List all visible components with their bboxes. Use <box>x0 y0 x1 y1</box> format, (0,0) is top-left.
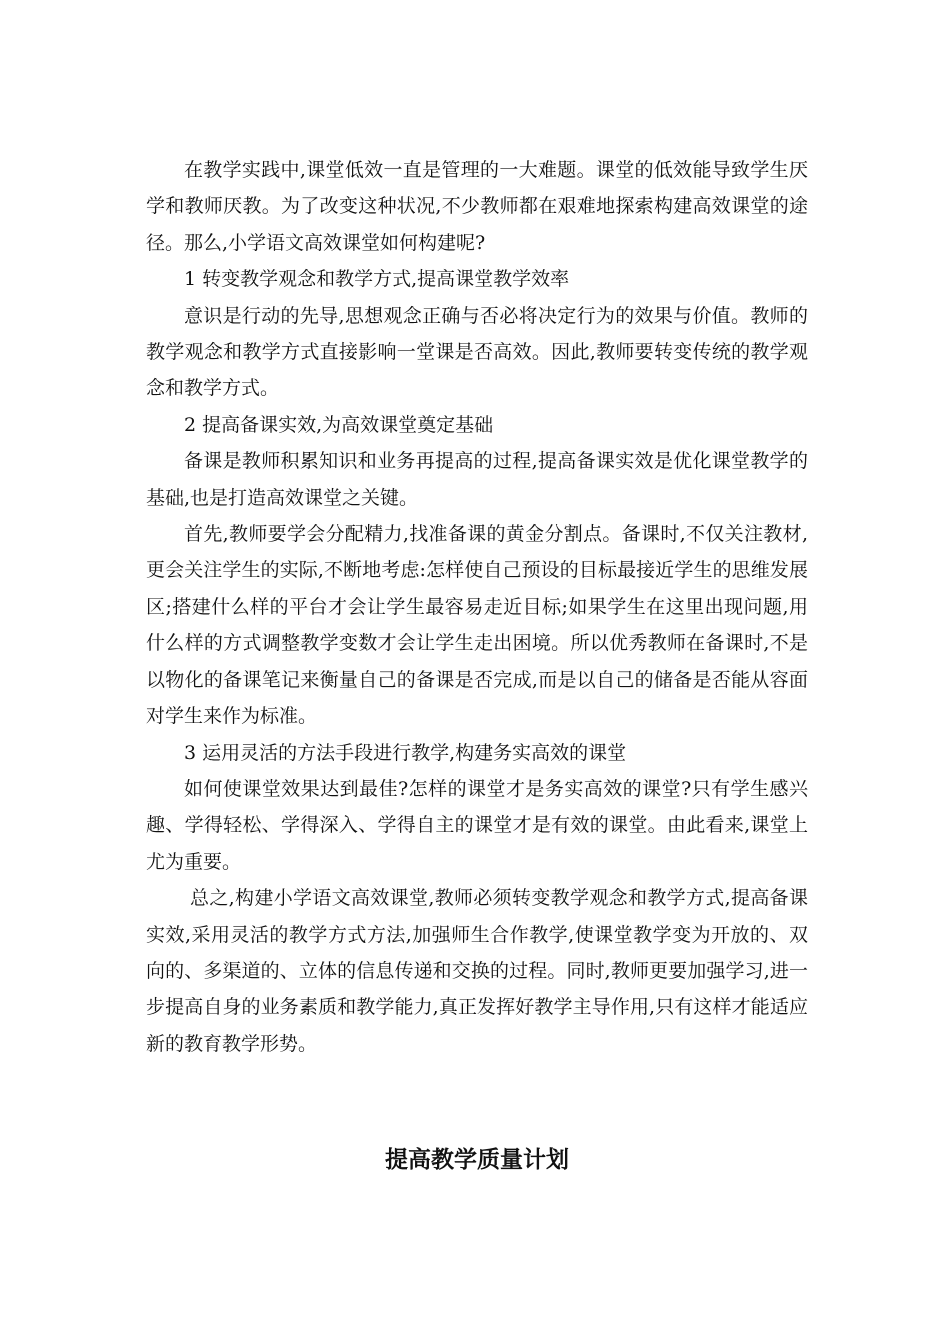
section-2-paragraph-1: 备课是教师积累知识和业务再提高的过程,提高备课实效是优化课堂教学的基础,也是打造高效课堂之关键。 <box>146 450 808 509</box>
section-heading-3: 3 运用灵活的方法手段进行教学,构建务实高效的课堂 <box>184 741 627 764</box>
next-document-title: 提高教学质量计划 <box>385 1147 569 1173</box>
intro-paragraph: 在教学实践中,课堂低效一直是管理的一大难题。课堂的低效能导致学生厌学和教师厌教。为了改变这种状况,不少教师都在艰难地探索构建高效课堂的途径。那么,小学语文高效课堂如何构建呢? <box>146 159 808 254</box>
section-heading-2: 2 提高备课实效,为高效课堂奠定基础 <box>184 413 494 436</box>
section-1-paragraph: 意识是行动的先导,思想观念正确与否必将决定行为的效果与价值。教师的教学观念和教学方式直接影响一堂课是否高效。因此,教师要转变传统的教学观念和教学方式。 <box>146 304 808 400</box>
conclusion-paragraph: 总之,构建小学语文高效课堂,教师必须转变教学观念和教学方式,提高备课实效,采用灵活的教学方式方法,加强师生合作教学,使课堂教学变为开放的、双向的、多渠道的、立体的信息传递和交换的过程。同时,教师更要加强学习,进一步提高自身的业务素质和教学能力,真正发挥好教学主导作用,只有这样才能适应新的教育教学形势。 <box>146 887 808 1055</box>
section-3-paragraph: 如何使课堂效果达到最佳?怎样的课堂才是务实高效的课堂?只有学生感兴趣、学得轻松、学得深入、学得自主的课堂才是有效的课堂。由此看来,课堂上尤为重要。 <box>146 777 808 873</box>
document-body <box>146 152 808 1062</box>
section-heading-1: 1 转变教学观念和教学方式,提高课堂教学效率 <box>184 268 570 291</box>
section-2-paragraph-2: 首先,教师要学会分配精力,找准备课的黄金分割点。备课时,不仅关注教材,更会关注学生的实际,不断地考虑:怎样使自己预设的目标最接近学生的思维发展区;搭建什么样的平台才会让学生最容易走近目标;如果学生在这里出现问题,用什么样的方式调整教学变数才会让学生走出困境。所以优秀教师在备课时,不是以物化的备课笔记来衡量自己的备课是否完成,而是以自己的储备是否能从容面对学生来作为标准。 <box>146 523 808 728</box>
